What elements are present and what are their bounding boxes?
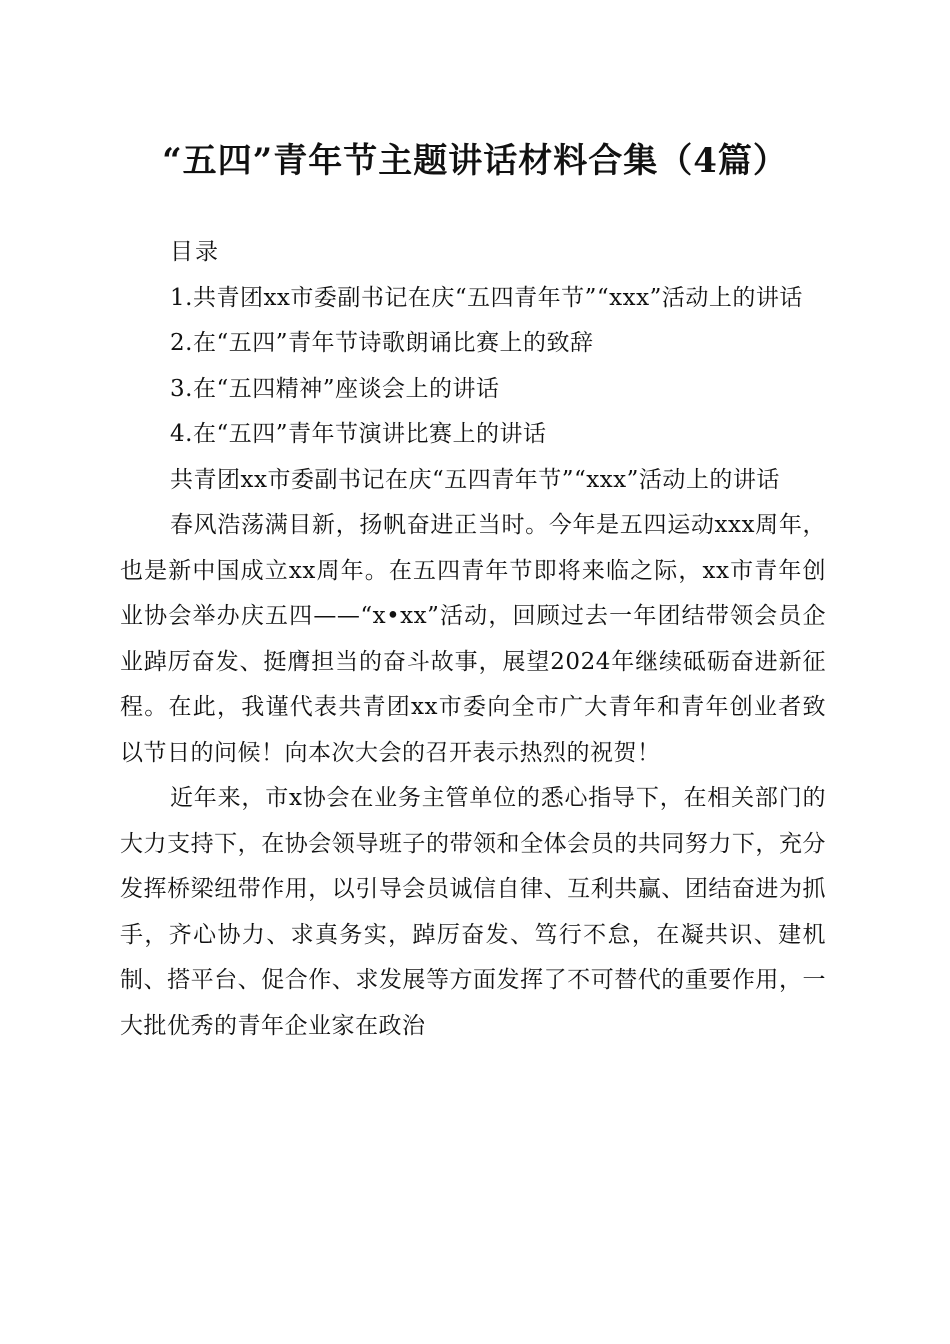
toc-heading: 目录 <box>170 239 220 265</box>
body-paragraph: 春风浩荡满目新，扬帆奋进正当时。今年是五四运动xxx周年，也是新中国成立xx周年。在五四青年节即将来临之际，xx市青年创业协会举办庆五四——“x•xx”活动，回顾过去一年团结带领会员企业踔厉奋发、挺膺担当的奋斗故事，展望2024年继续砥砺奋进新征程。在此，我谨代表共青团xx市委向全市广大青年和青年创业者致以节日的问候！向本次大会的召开表示热烈的祝贺！ <box>120 512 826 766</box>
toc-item: 2.在“五四”青年节诗歌朗诵比赛上的致辞 <box>170 330 594 356</box>
section-title: 共青团xx市委副书记在庆“五四青年节”“xxx”活动上的讲话 <box>170 466 780 493</box>
toc-item: 3.在“五四精神”座谈会上的讲话 <box>170 375 500 402</box>
document-body <box>120 230 826 1049</box>
body-paragraph: 近年来，市x协会在业务主管单位的悉心指导下，在相关部门的大力支持下，在协会领导班子的带领和全体会员的共同努力下，充分发挥桥梁纽带作用，以引导会员诚信自律、互利共赢、团结奋进为抓手，齐心协力、求真务实，踔厉奋发、笃行不怠，在凝共识、建机制、搭平台、促合作、求发展等方面发挥了不可替代的重要作用，一大批优秀的青年企业家在政治 <box>120 785 826 1039</box>
toc-item: 4.在“五四”青年节演讲比赛上的讲话 <box>170 421 547 447</box>
document-title: “五四”青年节主题讲话材料合集（4篇） <box>162 141 788 181</box>
toc-item: 1.共青团xx市委副书记在庆“五四青年节”“xxx”活动上的讲话 <box>170 284 803 311</box>
